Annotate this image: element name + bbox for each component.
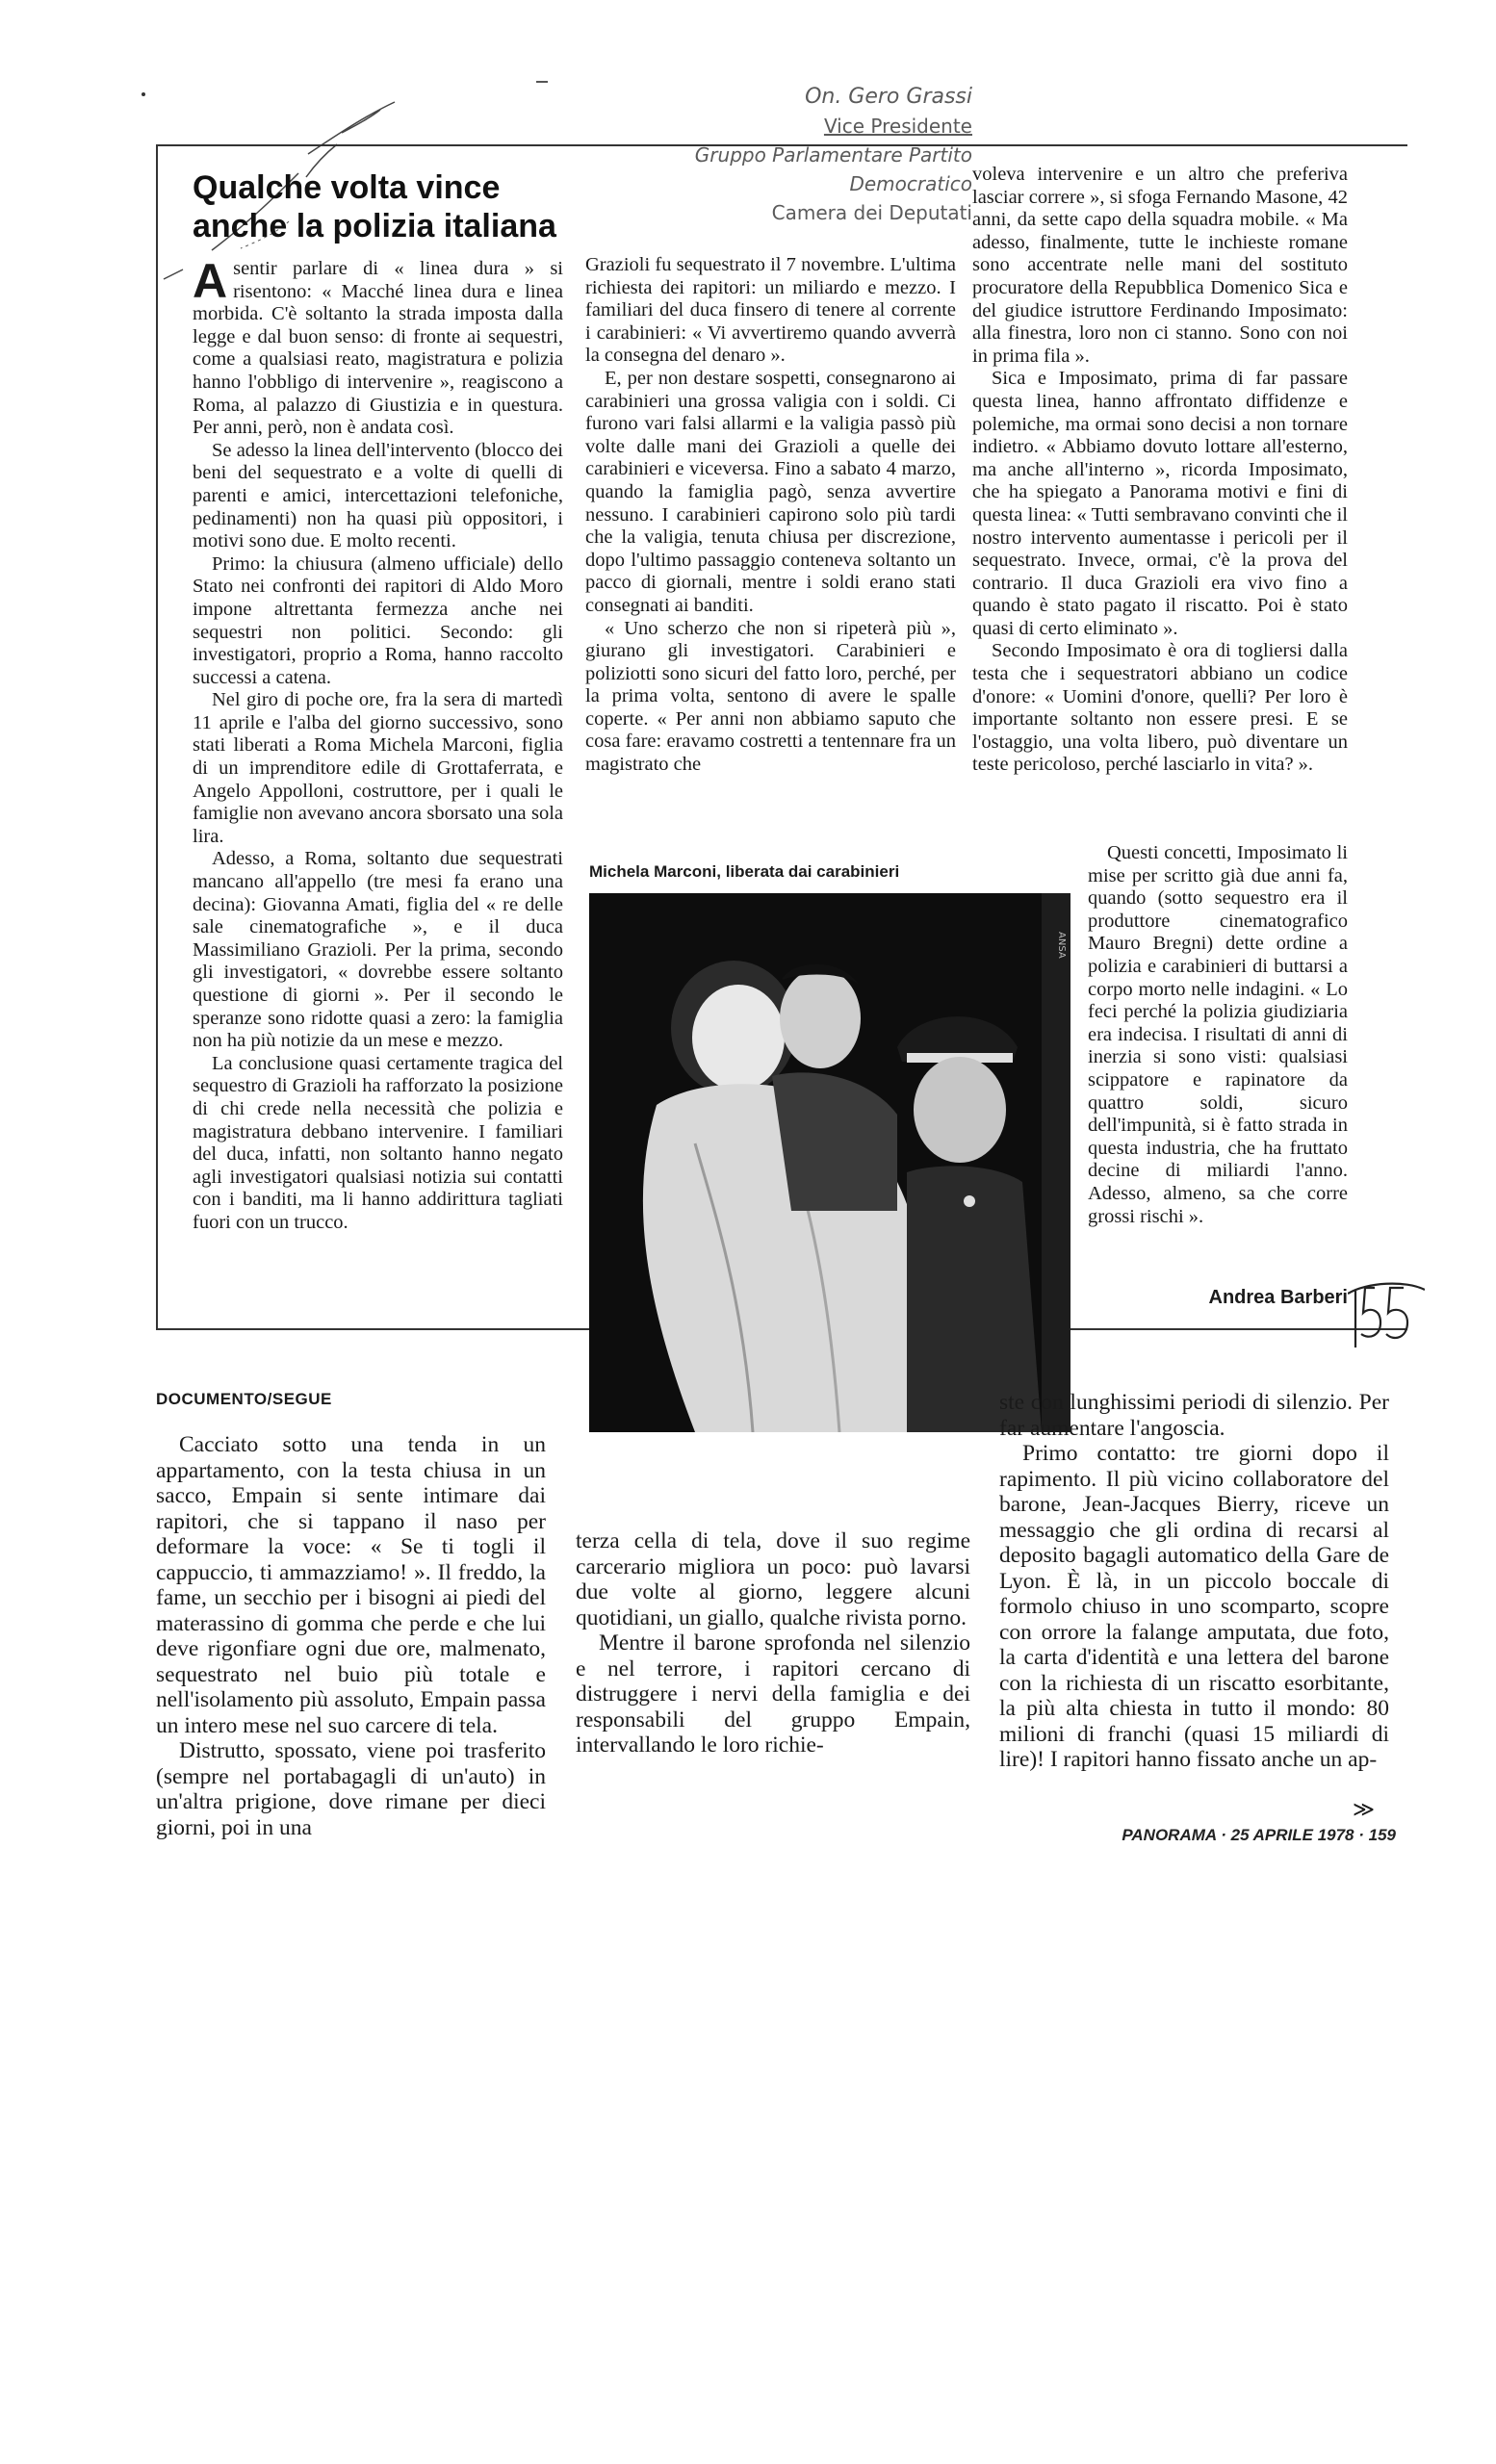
paragraph: Mentre il barone sprofonda nel silenzio e nel terrore, i rapitori cercano di distruggere i nervi della famiglia e dei responsabili del gruppo Empain, intervallando le loro richie- xyxy=(576,1630,970,1758)
paragraph: La conclusione quasi certamente tragica del sequestro di Grazioli ha rafforzato la posizione di chi crede nella necessità che polizia e magistratura debbano intervenire. I familiari del duca, infatti, non soltanto hanno negato agli investigatori qualsiasi notizia sui contatti con i banditi, ma li hanno addirittura tagliati fuori con un trucco. xyxy=(193,1052,563,1233)
paragraph: Se adesso la linea dell'intervento (blocco dei beni del sequestrato e a volte di quelli di parenti e amici, intercettazioni telefoniche, pedinamenti) non ha quasi più oppositori, i motivi sono due. E molto recenti. xyxy=(193,439,563,552)
paragraph: Nel giro di poche ore, fra la sera di martedì 11 aprile e l'alba del giorno successivo, sono stati liberati a Roma Michela Marconi, figlia di un imprenditore edile di Grottaferrata, e Angelo Appolloni, costruttore, per i quali le famiglie non avevano ancora sborsato una sola lira. xyxy=(193,689,563,847)
stamp-chamber: Camera dei Deputati xyxy=(771,201,972,224)
stamp-name: On. Gero Grassi xyxy=(805,85,972,109)
continue-arrow-icon: ≫ xyxy=(1353,1798,1376,1822)
paragraph: E, per non destare sospetti, consegnarono ai carabinieri una grossa valigia con i soldi. Ci furono vari falsi allarmi e la valigia passò più volte dalle mani dei Grazioli a quelle dei carabinieri e viceversa. Fino a sabato 4 marzo, quando la famiglia pagò, senza avvertire nessuno. I carabinieri capirono solo più tardi che la valigia, tenuta chiusa per discrezione, dopo l'ultimo passaggio conteneva soltanto un pacco di giornali, mentre i soldi erano stati consegnati ai banditi. xyxy=(585,367,956,616)
photo-credit: ANSA xyxy=(1056,932,1067,959)
paragraph: Sica e Imposimato, prima di far passare questa linea, hanno affrontato diffidenze e polemiche, ma ormai sono decisi a non tornare indietro. « Abbiamo dovuto lottare all'esterno, ma anche all'interno », ricorda Imposimato, che ha spiegato a Panorama motivi e fini di questa linea: « Tutti sembravano convinti che il nostro intervento aumentasse i pericoli per il sequestrato. Invece, ormai, c'è la prova del contrario. Il duca Grazioli era vivo fino a quando è stato pagato il riscatto. Poi è stato quasi di certo eliminato ». xyxy=(972,368,1348,639)
paragraph: Cacciato sotto una tenda in un appartamento, con la testa chiusa in un sacco, Empain si sente intimare dai rapitori, che si tappano il naso per deformare la voce: « Se ti togli il cappuccio, ti ammazziamo! ». Il freddo, la fame, un secchio per i bisogni ai piedi del materassino di gomma che perde e che lui deve rigonfiare ogni due ore, malmenato, sequestrato nel buio più totale e nell'isolamento più assoluto, Empain passa un intero mese nel suo carcere di tela. xyxy=(156,1432,546,1738)
article1-column-3-continued xyxy=(1088,842,1348,1228)
paragraph: Distrutto, spossato, viene poi trasferito (sempre nel portabagagli di un'auto) in un'altra prigione, dove rimane per dieci giorni, poi in una xyxy=(156,1738,546,1840)
paragraph: ste con lunghissimi periodi di silenzio. Per far aumentare l'angoscia. xyxy=(999,1390,1389,1441)
headline-line-1: Qualche volta vince xyxy=(193,169,501,206)
paragraph: Primo: la chiusura (almeno ufficiale) dello Stato nei confronti dei rapitori di Aldo Moro impone altrettanta fermezza anche nei sequestri non politici. Secondo: gli investigatori, proprio a Roma, hanno raccolto successi a catena. xyxy=(193,552,563,688)
article1-column-3 xyxy=(972,164,1348,777)
article-headline xyxy=(193,168,645,245)
frame-left-rule xyxy=(156,144,158,1328)
paragraph: Grazioli fu sequestrato il 7 novembre. L'ultima richiesta dei rapitori: un miliardo e mezzo. I familiari del duca finsero di tenere al corrente i carabinieri: « Vi avvertiremo quando avverrà la consegna del denaro ». xyxy=(585,254,956,367)
stamp-role: Vice Presidente xyxy=(823,115,972,138)
photo-caption: Michela Marconi, liberata dai carabinieri xyxy=(589,862,900,881)
paragraph xyxy=(193,254,563,440)
paragraph: Adesso, a Roma, soltanto due sequestrati mancano all'appello (tre mesi fa erano una decina): Giovanna Amati, figlia del « re delle sale cinematografiche », e il duca Massimiliano Grazioli. Per la prima, secondo gli investigatori, « dovrebbe essere soltanto questione di giorni ». Per il secondo le speranze sono ridotte quasi a zero: la famiglia non ha più notizie da un mese e mezzo. xyxy=(193,848,563,1052)
article1-column-1 xyxy=(193,254,563,1235)
paragraph: Primo contatto: tre giorni dopo il rapimento. Il più vicino collaboratore del barone, Jean-Jacques Bierry, riceve un messaggio che gli ordina di recarsi al deposito bagagli automatico della Gare de Lyon. È là, in un piccolo boccale di formolo chiuso in uno scomparto, scopre con orrore la falange amputata, due foto, la carta d'identità e una lettera del barone con la richiesta di un riscatto esorbitante, la più alta chiesta in tutto il mondo: 80 milioni di franchi (quasi 15 miliardi di lire)! I rapitori hanno fissato anche un ap- xyxy=(999,1441,1389,1772)
paragraph: Questi concetti, Imposimato li mise per scritto già due anni fa, quando (sotto sequestro era il produttore cinematografico Mauro Bregni) dette ordine a polizia e carabinieri di buttarsi a corpo morto nelle indagini. « Lo feci perché la polizia giudiziaria era indecisa. I risultati di anni di inerzia si sono visti: qualsiasi scippatore e rapinatore da quattro soldi, sicuro dell'impunità, si è fatto strada in questa industria, che ha fruttato decine di miliardi l'anno. Adesso, almeno, sa che corre grossi rischi ». xyxy=(1088,842,1348,1227)
news-photo xyxy=(589,893,1070,1432)
paragraph: voleva intervenire e un altro che preferiva lasciar correre », si sfoga Fernando Masone, 42 anni, da sette capo della squadra mobile. « Ma adesso, finalmente, tutte le inchieste romane sono accentrate nelle mani del sostituto procuratore della Repubblica Domenico Sica e del giudice istruttore Ferdinando Imposimato: alla finestra, loro non ci stanno. Sono con noi in prima fila ». xyxy=(972,164,1348,367)
headline-line-2: anche la polizia italiana xyxy=(193,208,556,244)
article2-column-1 xyxy=(156,1432,546,1840)
byline: Andrea Barberi xyxy=(1208,1287,1348,1308)
paragraph-text: sentir parlare di « linea dura » si risentono: « Macché linea dura e linea morbida. C'è soltanto la strada imposta dalla legge e dal buon senso: di fronte ai sequestri, come a qualsiasi reato, magistratura e polizia hanno l'obbligo di intervenire », reagiscono a Roma, al palazzo di Giustizia e in questura. Per anni, però, non è andata così. xyxy=(193,258,563,439)
paragraph: Secondo Imposimato è ora di togliersi dalla testa che i sequestratori abbiano un codice d'onore: « Uomini d'onore, quelli? Per loro è importante soltanto non essere presi. E se l'ostaggio, una volta libero, può diventare un teste pericoloso, perché lasciarlo in vita? ». xyxy=(972,640,1348,776)
page-footer: PANORAMA · 25 APRILE 1978 · 159 xyxy=(1122,1826,1396,1844)
article2-column-2 xyxy=(576,1528,970,1758)
section-label: DOCUMENTO/SEGUE xyxy=(156,1390,332,1408)
article1-column-2 xyxy=(585,254,956,777)
handwritten-page-number xyxy=(1348,1280,1425,1357)
paragraph: « Uno scherzo che non si ripeterà più », giurano gli investigatori. Carabinieri e poliziotti sono sicuri del fatto loro, perché, per la prima volta, sentono di avere le spalle coperte. « Per anni non abbiamo saputo che cosa fare: eravamo costretti a tentennare fra un magistrato che xyxy=(585,617,956,776)
paragraph: terza cella di tela, dove il suo regime carcerario migliora un poco: può lavarsi due volte al giorno, leggere alcuni quotidiani, un giallo, qualche rivista porno. xyxy=(576,1528,970,1630)
article2-column-3 xyxy=(999,1390,1389,1773)
stamp-group: Gruppo Parlamentare Partito Democratico xyxy=(694,143,972,195)
scan-dash xyxy=(536,81,548,83)
frame-top-rule xyxy=(156,144,1407,146)
dropcap: A xyxy=(193,254,228,308)
